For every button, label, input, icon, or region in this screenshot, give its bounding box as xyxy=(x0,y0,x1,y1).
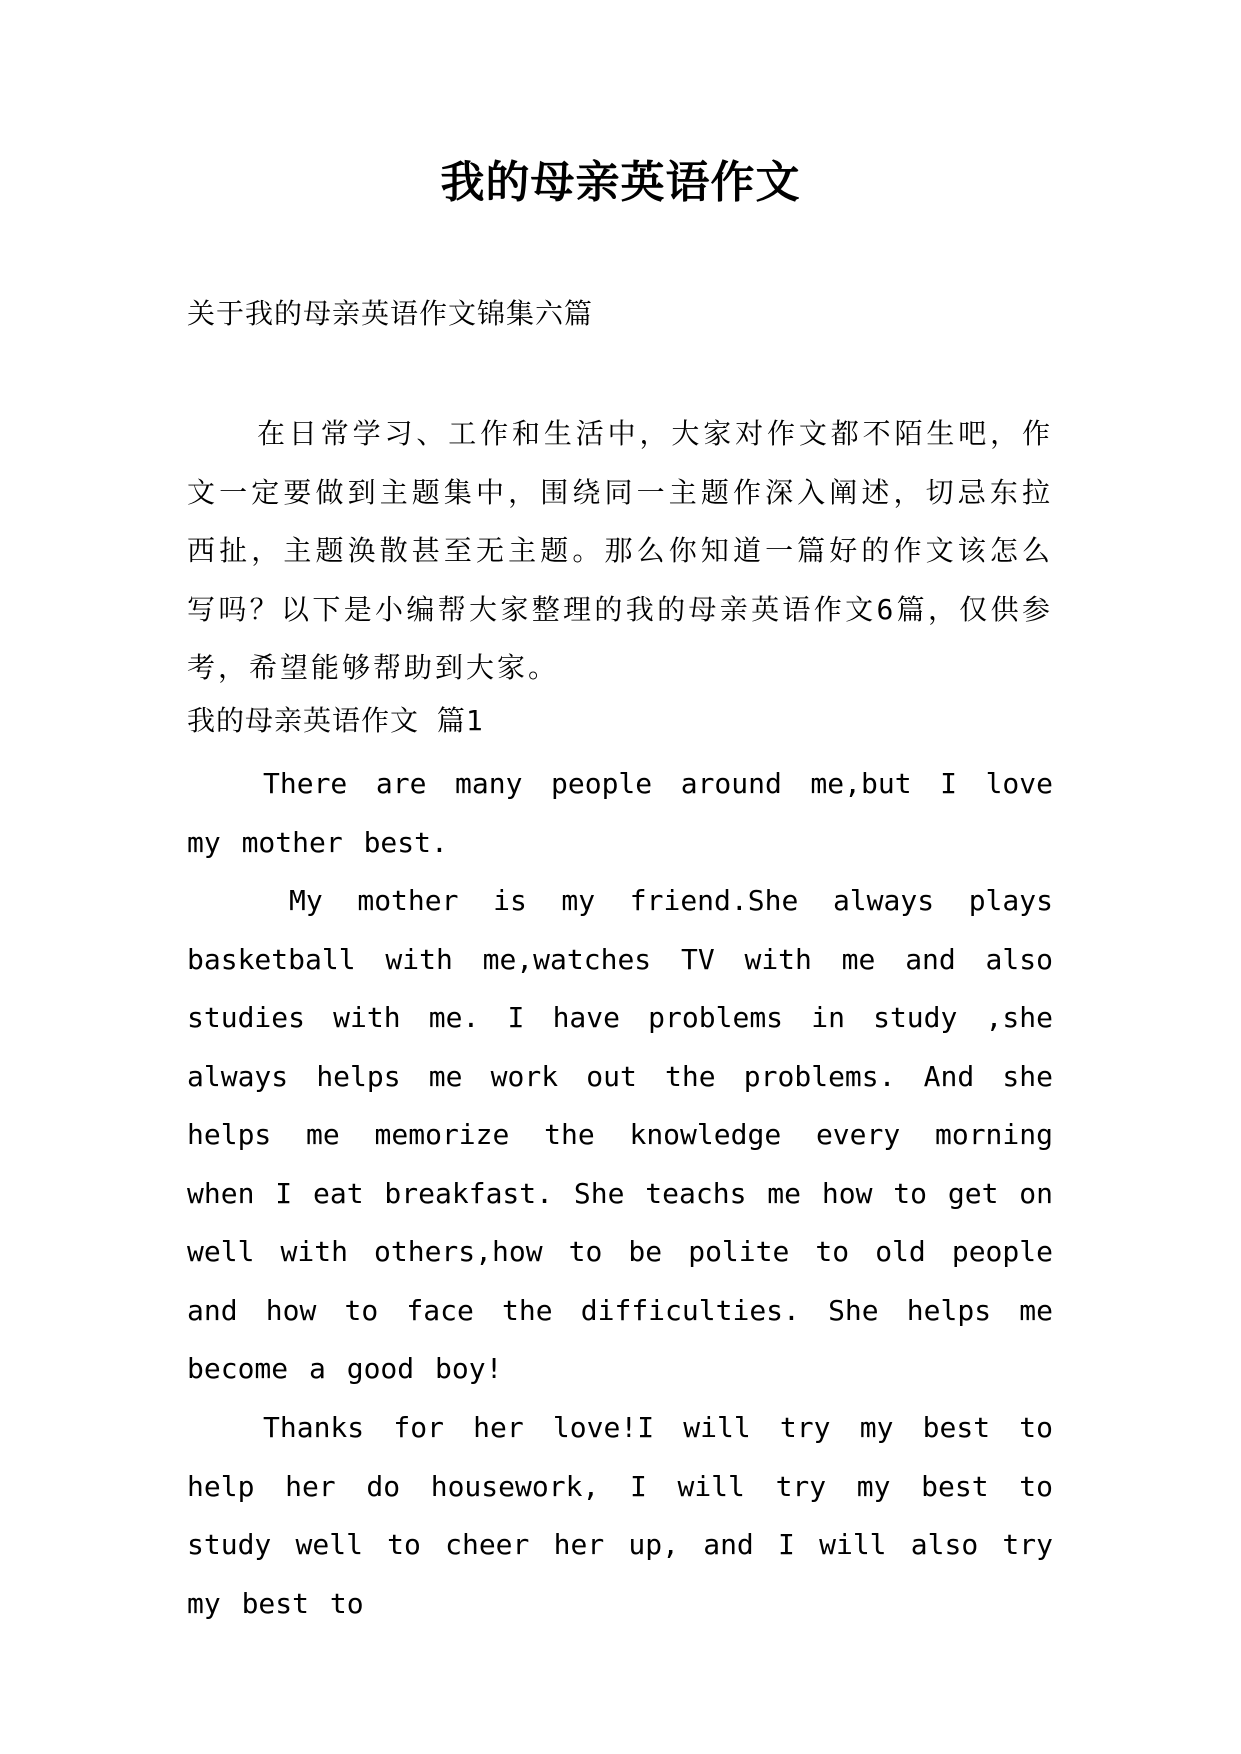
essay-paragraph: Thanks for her love!I will try my best to help her do housework, I will try my best to study well to cheer her up, and I will also try my best to xyxy=(187,1411,1053,1620)
document-subtitle: 关于我的母亲英语作文锦集六篇 xyxy=(187,297,594,330)
essay-paragraph: There are many people around me,but I love my mother best. xyxy=(187,767,1053,859)
section-heading: 我的母亲英语作文 篇1 xyxy=(187,704,484,737)
document-title: 我的母亲英语作文 xyxy=(440,157,801,208)
essay-paragraph: My mother is my friend.She always plays basketball with me,watches TV with me and also studies with me. I have problems in study ,she always helps me work out the problems. And she helps me memorize the knowledge every morning when I eat breakfast. She teachs me how to get on well with others,how to be polite to old people and how to face the difficulties. She helps me become a good boy! xyxy=(187,884,1054,1385)
intro-paragraph: 在日常学习、工作和生活中，大家对作文都不陌生吧，作文一定要做到主题集中，围绕同一主题作深入阐述，切忌东拉西扯，主题涣散甚至无主题。那么你知道一篇好的作文该怎么写吗？以下是小编帮大家整理的我的母亲英语作文6篇，仅供参考，希望能够帮助到大家。 xyxy=(187,417,1053,684)
